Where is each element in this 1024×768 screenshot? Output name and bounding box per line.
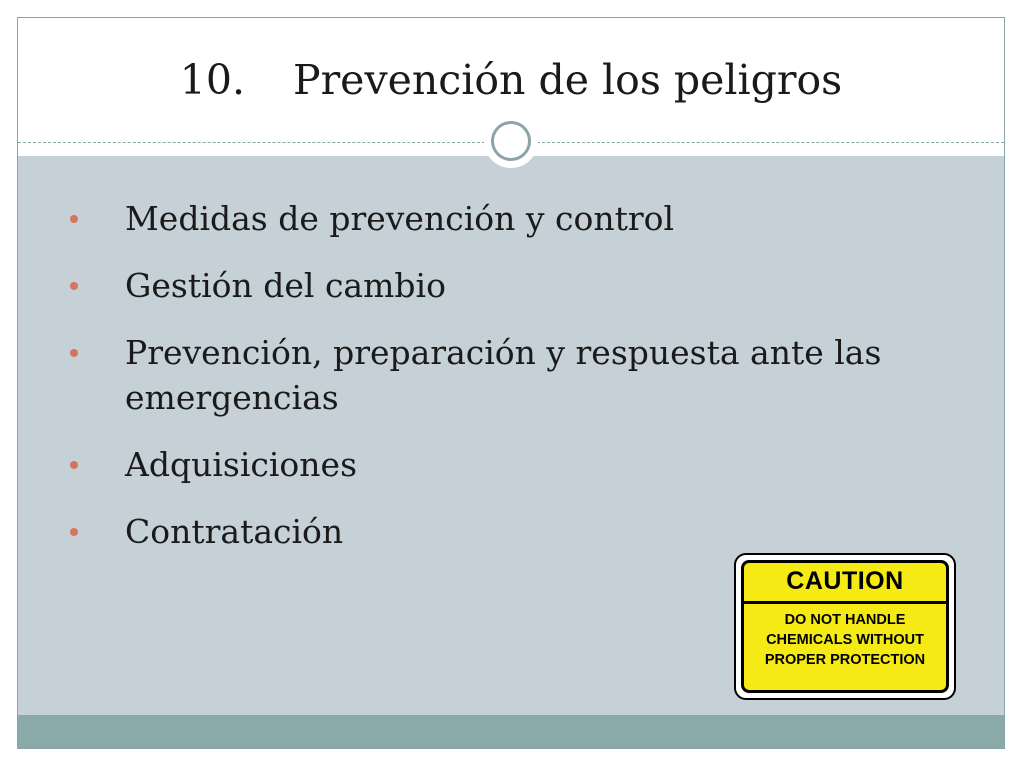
title-text: Prevención de los peligros [293,56,843,104]
bullet-dot-icon [70,528,78,536]
bullet-text: Contratación [125,512,344,551]
bullet-dot-icon [70,215,78,223]
bullet-item [70,330,950,420]
divider-ring-icon [484,114,538,168]
caution-sign-line: PROPER PROTECTION [764,652,926,668]
bullet-item [70,442,950,487]
caution-sign [734,553,956,700]
slide-frame [17,17,1005,749]
bullet-dot-icon [70,461,78,469]
caution-sign-heading: CAUTION [786,567,904,595]
bullet-list [70,196,950,576]
caution-sign-line: DO NOT HANDLE [784,612,906,628]
bullet-text: Prevención, preparación y respuesta ante las emergencias [125,333,882,417]
caution-sign-line: CHEMICALS WITHOUT [766,632,924,648]
bullet-text: Gestión del cambio [125,266,446,305]
divider-ring-inner [491,121,531,161]
bullet-item [70,196,950,241]
bullet-item [70,509,950,554]
title-number: 10. [179,56,245,104]
slide-title [18,56,1004,104]
bullet-text: Medidas de prevención y control [125,199,675,238]
bullet-dot-icon [70,349,78,357]
footer-bar [18,715,1004,748]
caution-sign-text [744,610,946,670]
content-area [18,156,1004,715]
bullet-dot-icon [70,282,78,290]
bullet-text: Adquisiciones [125,445,357,484]
bullet-item [70,263,950,308]
caution-sign-rule [744,601,946,604]
caution-sign-panel [741,560,949,693]
